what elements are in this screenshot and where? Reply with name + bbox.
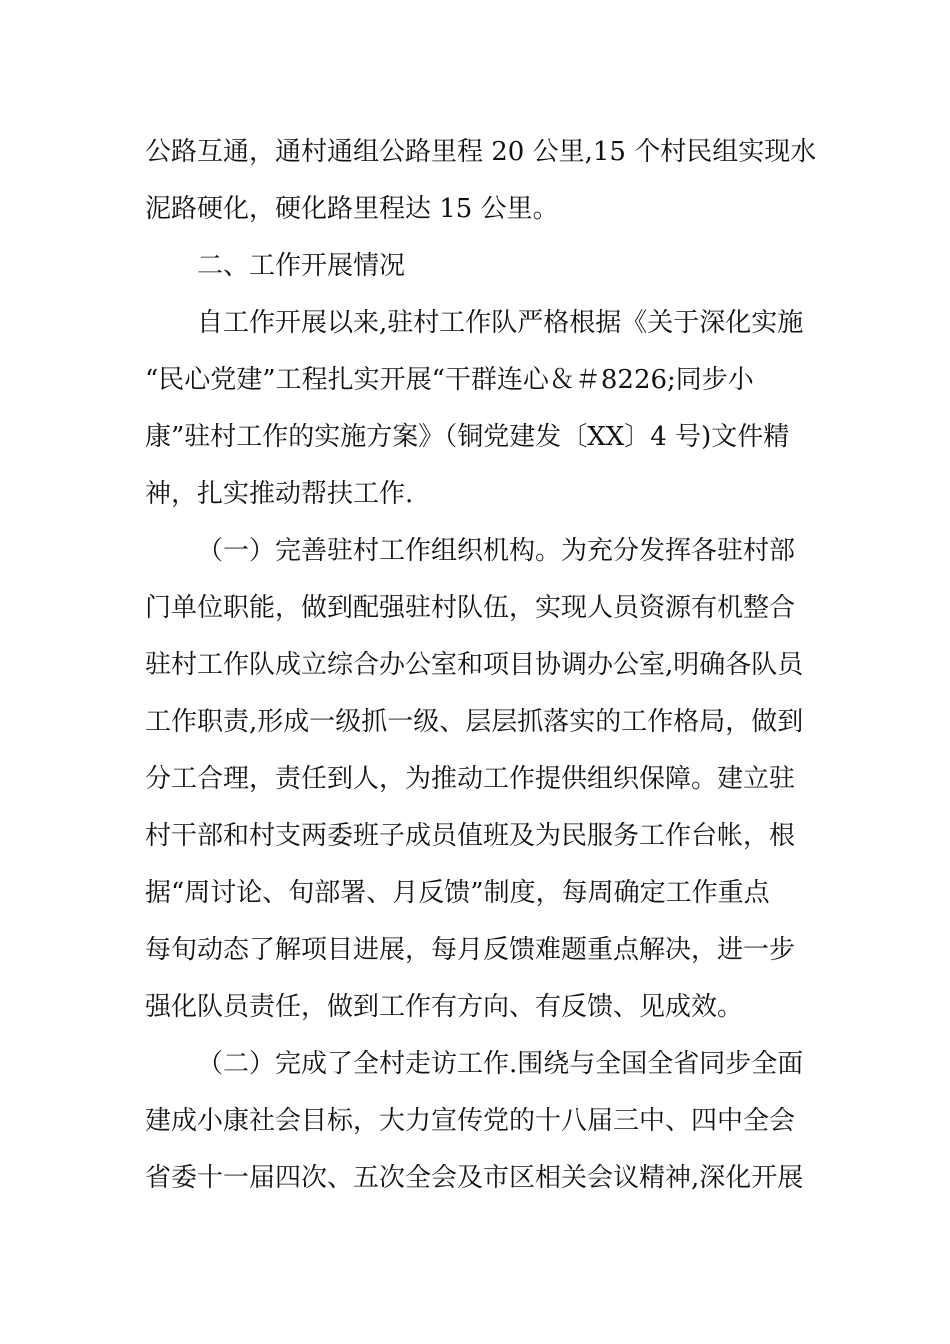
text-line: 省委十一届四次、五次全会及市区相关会议精神,深化开展 xyxy=(145,1163,804,1193)
section-heading: 二、工作开展情况 xyxy=(197,251,406,281)
text-line: 驻村工作队成立综合办公室和项目协调办公室,明确各队员 xyxy=(145,650,804,680)
subsection-line: （一）完善驻村工作组织机构。为充分发挥各驻村部 xyxy=(197,536,796,566)
text-line: 自工作开展以来,驻村工作队严格根据《关于深化实施 xyxy=(197,308,804,338)
text-line: 泥路硬化，硬化路里程达 15 公里。 xyxy=(145,194,559,224)
text-line: 神，扎实推动帮扶工作. xyxy=(145,479,414,509)
text-line: “民心党建”工程扎实开展“干群连心＆＃8226;同步小 xyxy=(145,365,754,395)
text-line: 门单位职能，做到配强驻村队伍，实现人员资源有机整合 xyxy=(145,593,796,623)
text-line: 康”驻村工作的实施方案》（铜党建发〔XX〕4 号)文件精 xyxy=(145,422,790,452)
text-line: 公路互通，通村通组公路里程 20 公里,15 个村民组实现水 xyxy=(145,137,817,167)
subsection-line: （二）完成了全村走访工作.围绕与全国全省同步全面 xyxy=(197,1049,804,1079)
text-line: 工作职责,形成一级抓一级、层层抓落实的工作格局，做到 xyxy=(145,707,804,737)
text-line: 建成小康社会目标，大力宣传党的十八届三中、四中全会 xyxy=(145,1106,796,1136)
text-line: 分工合理，责任到人，为推动工作提供组织保障。建立驻 xyxy=(145,764,796,794)
text-line: 据“周讨论、旬部署、月反馈”制度，每周确定工作重点 xyxy=(145,878,770,908)
text-line: 每旬动态了解项目进展，每月反馈难题重点解决，进一步 xyxy=(145,935,796,965)
text-line: 村干部和村支两委班子成员值班及为民服务工作台帐，根 xyxy=(145,821,796,851)
text-line: 强化队员责任，做到工作有方向、有反馈、见成效。 xyxy=(145,992,744,1022)
